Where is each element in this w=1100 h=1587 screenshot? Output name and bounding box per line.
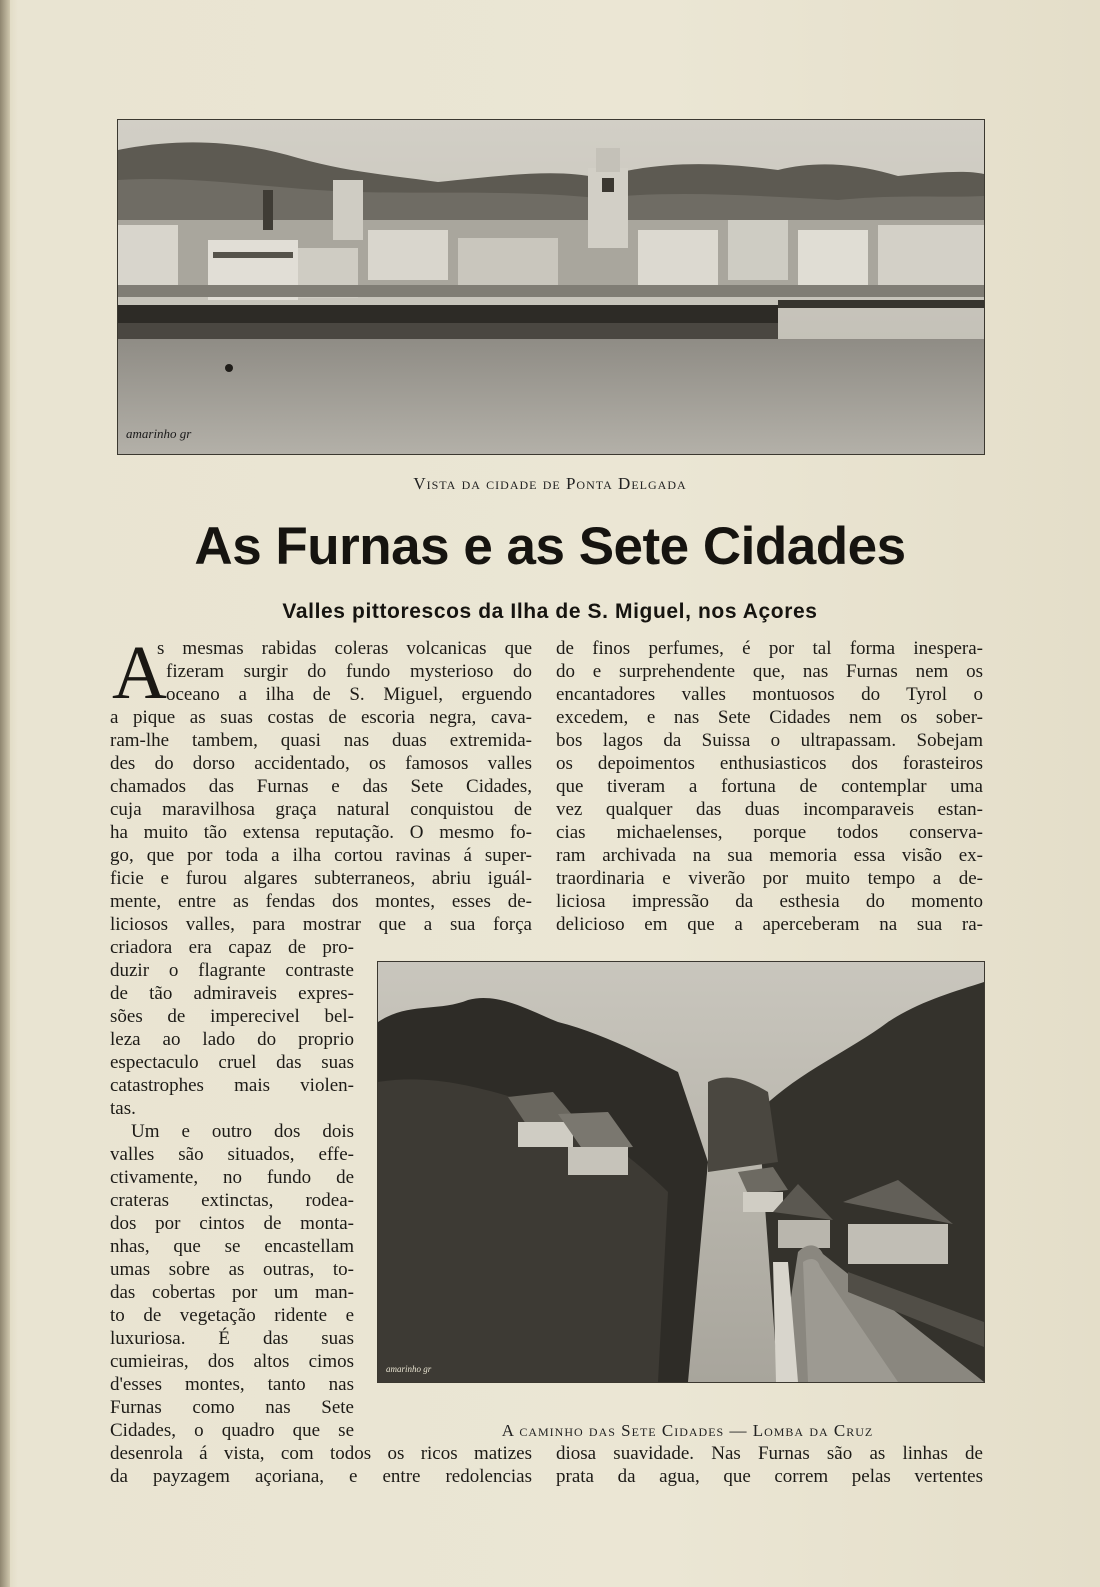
left-line-30: to de vegetação ridente e: [110, 1305, 354, 1326]
village-road-photo: [377, 961, 985, 1383]
right-line-9: cias michaelenses, porque todos conserva-: [556, 822, 983, 843]
left-line-20: catastrophes mais violen-: [110, 1075, 354, 1096]
right-line-3: encantadores valles montuosos do Tyrol o: [556, 684, 983, 705]
engraver-signature-bottom: amarinho gr: [386, 1364, 432, 1374]
left-line-7: chamados das Furnas e das Sete Cidades,: [110, 776, 532, 797]
left-line-27: nhas, que se encastellam: [110, 1236, 354, 1257]
right-line-1: de finos perfumes, é por tal forma inespera-: [556, 638, 983, 659]
left-line-8: cuja maravilhosa graça natural conquistou de: [110, 799, 532, 820]
left-line-3: oceano a ilha de S. Miguel, erguendo: [166, 684, 532, 705]
left-line-22: Um e outro dos dois: [131, 1121, 354, 1142]
left-line-10: go, que por toda a ilha cortou ravinas á super-: [110, 845, 532, 866]
right-line-12: liciosa impressão da esthesia do momento: [556, 891, 983, 912]
left-line-31: luxuriosa. É das suas: [110, 1328, 354, 1349]
left-line-12: mente, entre as fendas dos montes, esses de-: [110, 891, 532, 912]
right-line-5: bos lagos da Suissa o ultrapassam. Sobejam: [556, 730, 983, 751]
left-line-23: valles são situados, effe-: [110, 1144, 354, 1165]
left-line-11: ficie e furou algares subterraneos, abriu iguál-: [110, 868, 532, 889]
right-line-4: excedem, e nas Sete Cidades nem os sober-: [556, 707, 983, 728]
left-line-17: sões de imperecivel bel-: [110, 1006, 354, 1027]
right-line-8: vez qualquer das duas incomparaveis estan-: [556, 799, 983, 820]
left-line-35: Cidades, o quadro que se: [110, 1420, 354, 1441]
right-line-15: prata da agua, que correm pelas vertentes: [556, 1466, 983, 1487]
left-line-34: Furnas como nas Sete: [110, 1397, 354, 1418]
drop-cap: A: [112, 631, 167, 715]
left-line-19: espectaculo cruel das suas: [110, 1052, 354, 1073]
harbour-photo: [117, 119, 985, 455]
page-binding-edge: [0, 0, 10, 1587]
village-road-photo-drawing: [378, 962, 984, 1382]
left-line-4: a pique as suas costas de escoria negra, cava-: [110, 707, 532, 728]
left-line-21: tas.: [110, 1098, 136, 1119]
right-line-13: delicioso em que a aperceberam na sua ra-: [556, 914, 983, 935]
bottom-photo-caption: A caminho das Sete Cidades — Lomba da Cruz: [501, 1421, 874, 1440]
top-photo-caption: Vista da cidade de Ponta Delgada: [413, 474, 687, 493]
left-line-18: leza ao lado do proprio: [110, 1029, 354, 1050]
right-line-6: os depoimentos enthusiasticos dos forasteiros: [556, 753, 983, 774]
left-line-33: d'esses montes, tanto nas: [110, 1374, 354, 1395]
article-title: As Furnas e as Sete Cidades: [194, 517, 906, 576]
left-line-15: duzir o flagrante contraste: [110, 960, 354, 981]
right-line-2: do e surprehendente que, nas Furnas nem os: [556, 661, 983, 682]
left-line-25: crateras extinctas, rodea-: [110, 1190, 354, 1211]
harbour-photo-drawing: [118, 120, 984, 454]
right-line-11: traordinaria e viverão por muito tempo a de-: [556, 868, 983, 889]
left-line-24: ctivamente, no fundo de: [110, 1167, 354, 1188]
right-line-10: ram archivada na sua memoria essa visão ex-: [556, 845, 983, 866]
left-line-28: umas sobre as outras, to-: [110, 1259, 354, 1280]
left-line-26: dos por cintos de monta-: [110, 1213, 354, 1234]
left-line-5: ram-lhe tambem, quasi nas duas extremida-: [110, 730, 532, 751]
article-subtitle: Valles pittorescos da Ilha de S. Miguel, nos Açores: [282, 600, 818, 623]
right-line-14: diosa suavidade. Nas Furnas são as linhas de: [556, 1443, 983, 1464]
engraver-signature-top: amarinho gr: [126, 426, 192, 441]
left-line-36: desenrola á vista, com todos os ricos matizes: [110, 1443, 532, 1464]
left-line-37: da payzagem açoriana, e entre redolencias: [110, 1466, 532, 1487]
left-line-6: des do dorso accidentado, os famosos valles: [110, 753, 532, 774]
left-line-14: criadora era capaz de pro-: [110, 937, 354, 958]
left-line-32: cumieiras, dos altos cimos: [110, 1351, 354, 1372]
left-line-2: fizeram surgir do fundo mysterioso do: [166, 661, 532, 682]
right-line-7: que tiveram a fortuna de contemplar uma: [556, 776, 983, 797]
left-line-1: s mesmas rabidas coleras volcanicas que: [157, 638, 532, 659]
left-line-9: ha muito tão extensa reputação. O mesmo fo-: [110, 822, 532, 843]
left-line-13: liciosos valles, para mostrar que a sua força: [110, 914, 532, 935]
left-line-29: das cobertas por um man-: [110, 1282, 354, 1303]
left-line-16: de tão admiraveis expres-: [110, 983, 354, 1004]
